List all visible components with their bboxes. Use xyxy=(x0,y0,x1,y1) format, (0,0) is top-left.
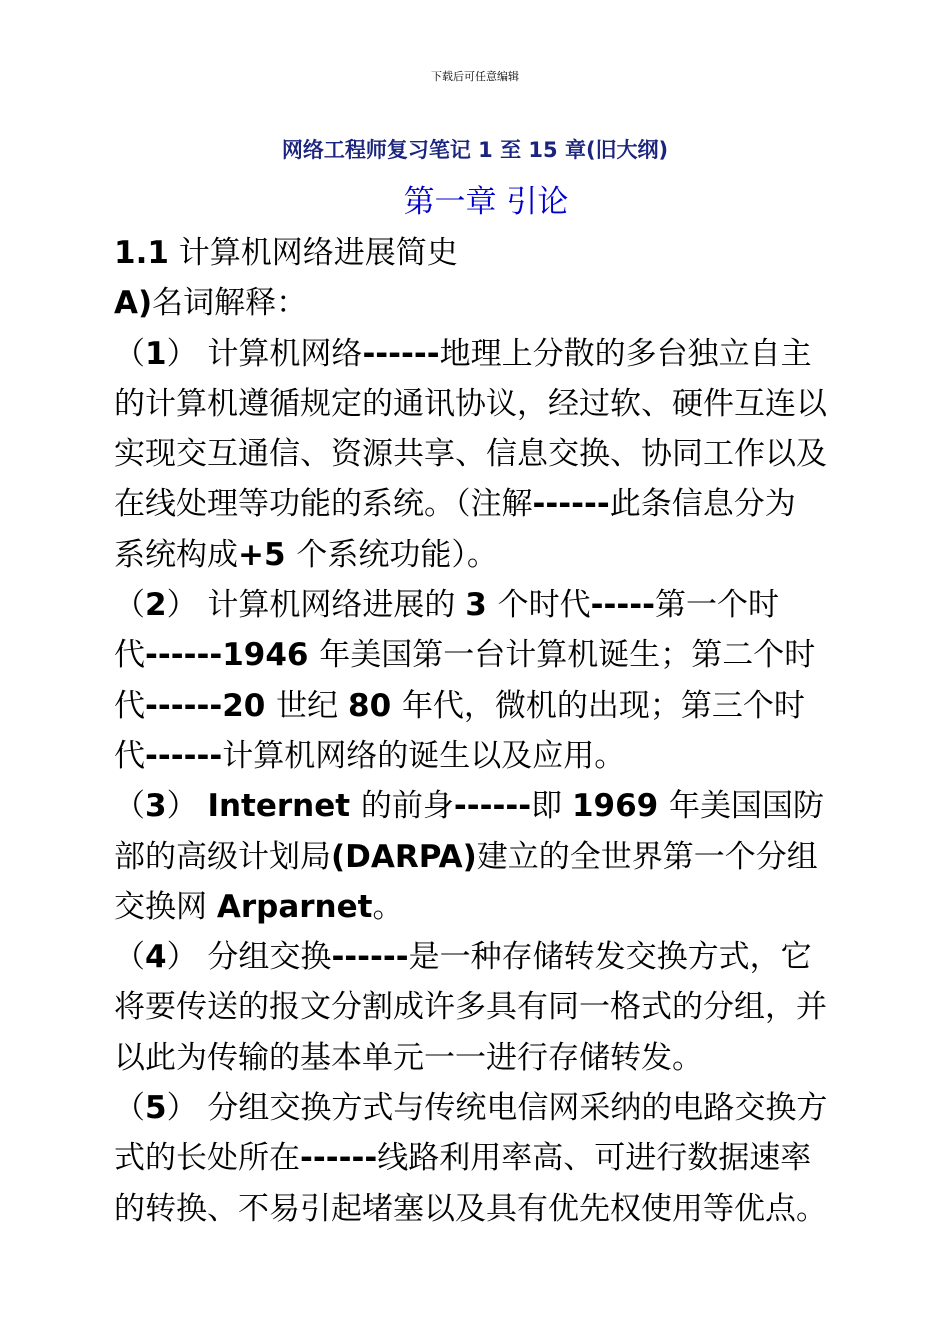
text-run: （ xyxy=(114,335,145,372)
section-number: 1.1 xyxy=(114,235,169,271)
text-run: 个时代 xyxy=(497,587,591,624)
text-run: 年美国国防 xyxy=(669,788,825,825)
text-run: 80 xyxy=(348,687,402,724)
text-run: ） 分组交换方式与传统电信网采纳的电路交换方 xyxy=(166,1090,828,1127)
text-run: 的转换、不易引起堵塞以及具有优先权使用等优点。 xyxy=(114,1190,827,1227)
text-run: 代 xyxy=(114,637,145,674)
text-run: 世纪 xyxy=(276,687,348,724)
text-line xyxy=(114,429,854,479)
text-run: 在线处理等功能的系统。（注解 xyxy=(114,486,533,523)
text-run: ----- xyxy=(590,587,656,624)
text-run: 年代，微机的出现；第三个时 xyxy=(401,687,805,724)
text-run: 是一种存储转发交换方式，它 xyxy=(408,939,812,976)
text-run: 实现交互通信、资源共享、信息交换、协同工作以及 xyxy=(114,436,827,473)
text-run: ------ xyxy=(453,788,532,825)
text-run: 1969 xyxy=(571,788,670,825)
text-run: Internet xyxy=(207,788,361,825)
text-run: 年美国第一台计算机诞生；第二个时 xyxy=(319,637,816,674)
text-run: 此条信息分为 xyxy=(609,486,796,523)
text-run: 线路利用率高、可进行数据速率 xyxy=(377,1140,812,1177)
text-line xyxy=(114,329,854,379)
text-run: ------20 xyxy=(145,687,277,724)
text-run: 5 xyxy=(145,1090,167,1127)
text-line xyxy=(114,781,854,831)
page-header-note: 下载后可任意编辑 xyxy=(431,70,519,83)
text-run: ------ xyxy=(362,335,440,372)
text-line xyxy=(114,630,854,680)
text-run: ） 计算机网络 xyxy=(166,335,363,372)
text-run: （ xyxy=(114,1090,145,1127)
text-line xyxy=(114,1033,854,1083)
text-run: 地理上分散的多台独立自主 xyxy=(439,335,812,372)
subsection-heading xyxy=(114,278,854,328)
text-line xyxy=(114,832,854,882)
text-run: 4 xyxy=(145,939,167,976)
text-run: （ xyxy=(114,788,145,825)
text-run: （ xyxy=(114,587,145,624)
section-heading xyxy=(114,228,854,278)
text-run: 将要传送的报文分割成许多具有同一格式的分组，并 xyxy=(114,989,827,1026)
text-line xyxy=(114,479,854,529)
text-run: 的前身 xyxy=(360,788,454,825)
text-run: 代 xyxy=(114,737,145,774)
text-line xyxy=(114,681,854,731)
text-run: 以此为传输的基本单元一一进行存储转发。 xyxy=(114,1039,703,1076)
subsection-title: 名词解释： xyxy=(152,285,308,322)
subsection-label: A) xyxy=(114,285,153,322)
document-body xyxy=(114,228,854,1234)
text-line xyxy=(114,1184,854,1234)
text-run: 系统构成 xyxy=(114,536,238,573)
text-line xyxy=(114,731,854,781)
text-run: 个系统功能）。 xyxy=(296,536,498,573)
text-run: ------ xyxy=(331,939,409,976)
text-run: 代 xyxy=(114,687,145,724)
text-line xyxy=(114,1133,854,1183)
text-line xyxy=(114,1083,854,1133)
text-run: 第一个时 xyxy=(655,587,780,624)
text-run: 3 xyxy=(145,788,167,825)
text-line xyxy=(114,982,854,1032)
text-line xyxy=(114,379,854,429)
document-title: 网络工程师复习笔记 1 至 15 章(旧大纲) xyxy=(281,138,669,162)
text-run: ------1946 xyxy=(145,637,320,674)
text-run: ------ xyxy=(300,1140,378,1177)
text-line xyxy=(114,530,854,580)
text-run: 式的长处所在 xyxy=(114,1140,300,1177)
text-line xyxy=(114,882,854,932)
text-run: 。 xyxy=(372,888,404,925)
section-title: 计算机网络进展简史 xyxy=(168,235,458,271)
text-line xyxy=(114,932,854,982)
chapter-title: 第一章 引论 xyxy=(403,184,569,220)
text-run: ） xyxy=(166,788,208,825)
text-run: 3 xyxy=(465,587,498,624)
text-run: （ xyxy=(114,939,145,976)
definition-paragraphs xyxy=(114,329,854,1234)
text-run: 交换网 xyxy=(114,888,217,925)
text-run: Arparnet xyxy=(216,888,373,925)
text-run: 的计算机遵循规定的通讯协议，经过软、硬件互连以 xyxy=(114,385,827,422)
text-run: 部的高级计划局 xyxy=(114,838,331,875)
text-run: 建立的全世界第一个分组 xyxy=(476,838,818,875)
text-line xyxy=(114,580,854,630)
text-run: +5 xyxy=(238,536,297,573)
text-run: 2 xyxy=(145,587,167,624)
text-run: 计算机网络的诞生以及应用。 xyxy=(222,737,626,774)
text-run: 即 xyxy=(531,788,572,825)
text-run: ------ xyxy=(532,486,610,523)
text-run: 1 xyxy=(145,335,167,372)
text-run: ） 计算机网络进展的 xyxy=(166,587,466,624)
text-run: ） 分组交换 xyxy=(166,939,332,976)
text-run: (DARPA) xyxy=(331,838,477,875)
text-run: ------ xyxy=(145,737,223,774)
